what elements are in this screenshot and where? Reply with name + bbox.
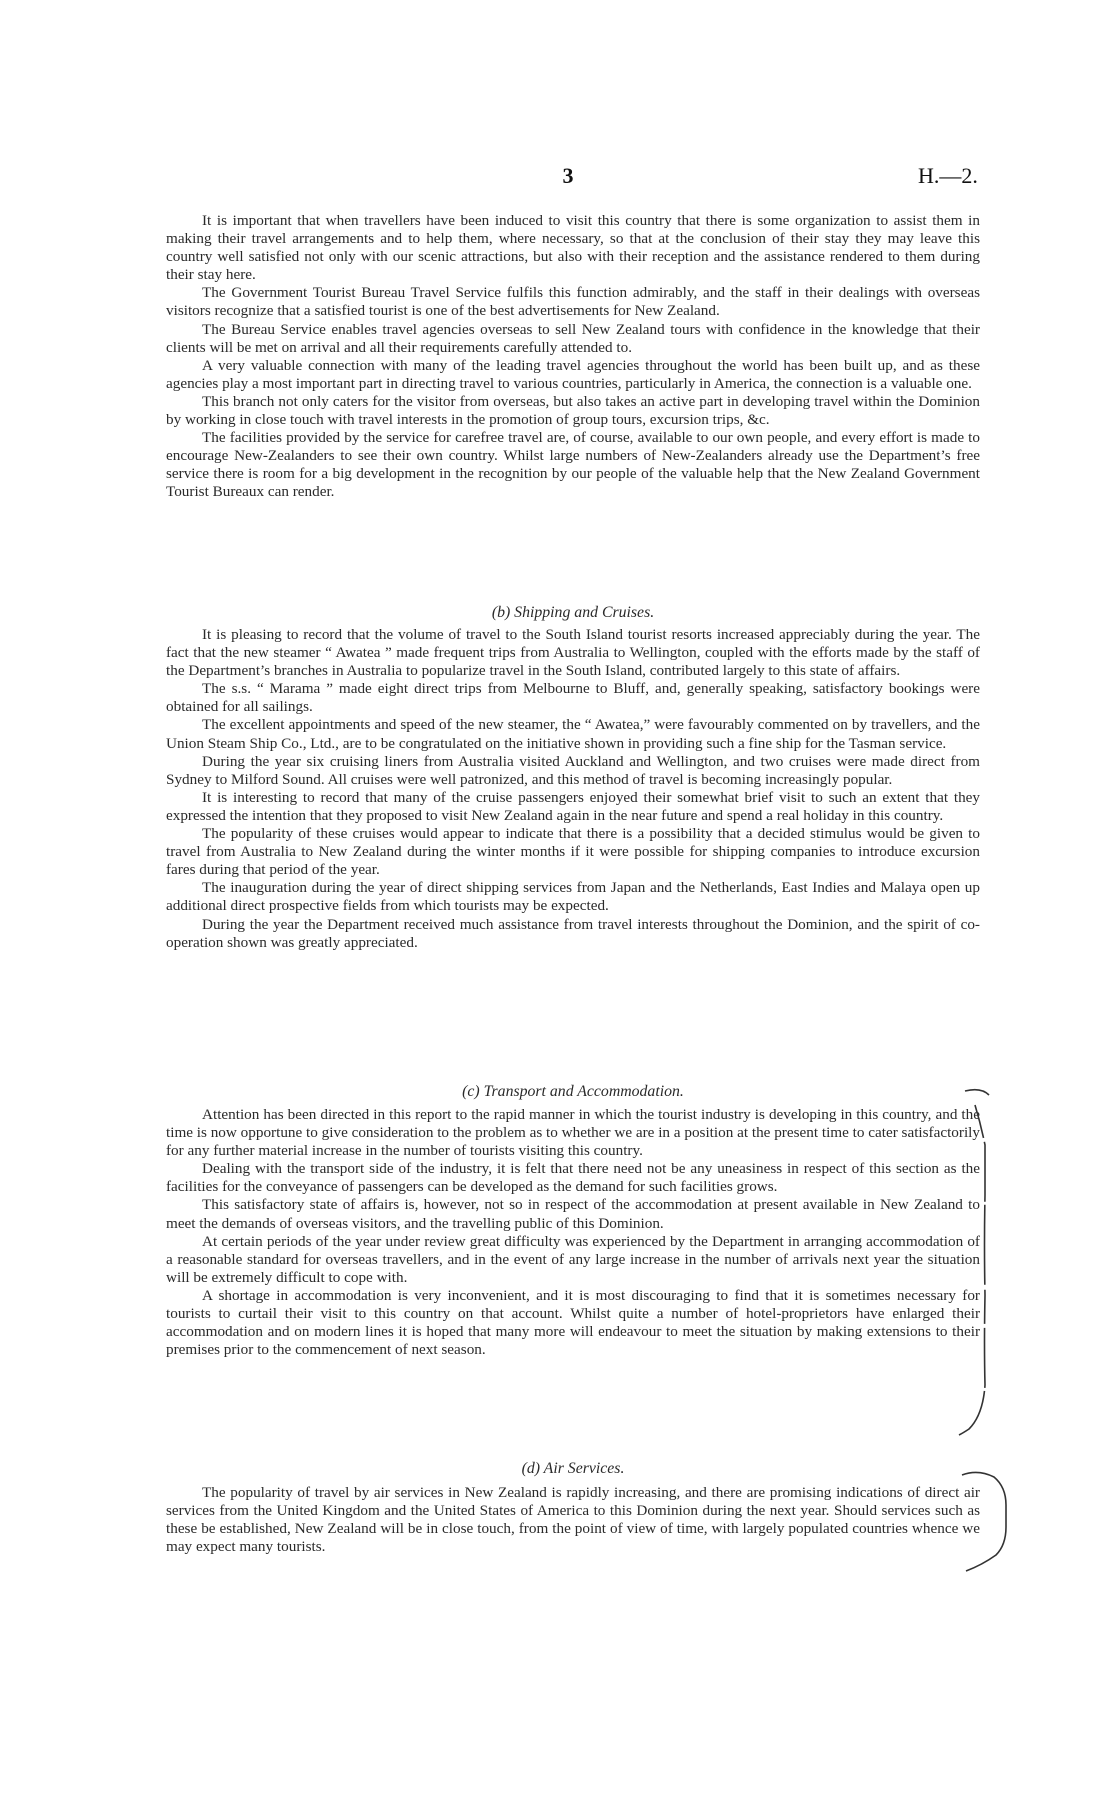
- paragraph: It is interesting to record that many of the cruise passengers enjoyed their somewhat brief visit to such an extent that they expressed the intention that they proposed to visit New Zealand again in the near future and spend a real holiday in this country.: [166, 788, 980, 824]
- section-d-body: [166, 1484, 980, 1556]
- paragraph: At certain periods of the year under review great difficulty was experienced by the Department in arranging accommodation of a reasonable standard for overseas travellers, and in the event of any large increase in the number of arrivals next year the situation will be extremely difficult to cope with.: [166, 1232, 980, 1286]
- paragraph: During the year the Department received much assistance from travel interests throughout the Dominion, and the spirit of co-operation shown was greatly appreciated.: [166, 915, 980, 951]
- paragraph: The Bureau Service enables travel agencies overseas to sell New Zealand tours with confidence in the knowledge that their clients will be met on arrival and all their requirements carefully attended to.: [166, 320, 980, 356]
- section-c-heading: (c) Transport and Accommodation.: [462, 1083, 684, 1100]
- paragraph: It is important that when travellers have been induced to visit this country that there is some organization to assist them in making their travel arrangements and to help them, where necessary, so that at the conclusion of their stay they may leave this country well satisfied not only with our scenic attractions, but also with their reception and the assistance rendered to them during their stay here.: [166, 212, 980, 284]
- section-b-heading: (b) Shipping and Cruises.: [491, 604, 655, 621]
- section-b-body: [166, 626, 980, 952]
- paragraph: It is pleasing to record that the volume of travel to the South Island tourist resorts increased appreciably during the year. The fact that the new steamer “ Awatea ” made frequent trips from Australia to Wellington, coupled with the efforts made by the staff of the Department’s branches in Australia to popularize travel in the South Island, contributed largely to this state of affairs.: [166, 626, 980, 680]
- paragraph: A shortage in accommodation is very inconvenient, and it is most discouraging to find that it is sometimes necessary for tourists to curtail their visit to this country on that account. Whilst quite a number of hotel-proprietors have enlarged their accommodation and on modern lines it is hoped that many more will endeavour to meet the situation by making extensions to their premises prior to the commencement of next season.: [166, 1286, 980, 1359]
- paragraph: The s.s. “ Marama ” made eight direct trips from Melbourne to Bluff, and, generally speaking, satisfactory bookings were obtained for all sailings.: [166, 680, 980, 716]
- section-a-body: [166, 212, 980, 502]
- paragraph: The inauguration during the year of direct shipping services from Japan and the Netherlands, East Indies and Malaya open up additional direct prospective fields from which tourists may be expected.: [166, 879, 980, 915]
- paragraph: Attention has been directed in this report to the rapid manner in which the tourist industry is developing in this country, and the time is now opportune to give consideration to the problem as to whether we are in a position at the present time to cater satisfactorily for any further material increase in the number of tourists visiting this country.: [166, 1106, 980, 1160]
- paragraph: A very valuable connection with many of the leading travel agencies throughout the world has been built up, and as these agencies play a most important part in directing travel to various countries, particularly in America, the connection is a valuable one.: [166, 356, 980, 392]
- paragraph: This branch not only caters for the visitor from overseas, but also takes an active part in developing travel within the Dominion by working in close touch with travel interests in the promotion of group tours, excursion trips, &c.: [166, 392, 980, 429]
- paragraph: The Government Tourist Bureau Travel Service fulfils this function admirably, and the staff in their dealings with overseas visitors recognize that a satisfied tourist is one of the best advertisements for New Zealand.: [166, 284, 980, 320]
- margin-bracket-mark: [960, 1465, 1020, 1575]
- page-number: 3: [562, 163, 574, 188]
- paragraph: Dealing with the transport side of the industry, it is felt that there need not be any uneasiness in respect of this section as the facilities for the conveyance of passengers can be developed as the demand for such facilities grows.: [166, 1160, 980, 1196]
- section-c-body: [166, 1106, 980, 1359]
- paragraph: The popularity of these cruises would appear to indicate that there is a possibility that a decided stimulus would be given to travel from Australia to New Zealand during the winter months if it were possible for shipping companies to introduce excursion fares during that period of the year.: [166, 825, 980, 879]
- paragraph: During the year six cruising liners from Australia visited Auckland and Wellington, and two cruises were made direct from Sydney to Milford Sound. All cruises were well patronized, and this method of travel is becoming increasingly popular.: [166, 752, 980, 788]
- document-reference: H.—2.: [918, 163, 978, 188]
- paragraph: The facilities provided by the service for carefree travel are, of course, available to our own people, and every effort is made to encourage New-Zealanders to see their own country. Whilst large numbers of New-Zealanders already use the Department’s free service there is room for a big development in the recognition by our people of the valuable help that the New Zealand Government Tourist Bureaux can render.: [166, 429, 980, 501]
- section-d-heading: (d) Air Services.: [521, 1460, 625, 1477]
- paragraph: This satisfactory state of affairs is, however, not so in respect of the accommodation at present available in New Zealand to meet the demands of overseas visitors, and the travelling public of this Dominion.: [166, 1196, 980, 1232]
- paragraph: The popularity of travel by air services in New Zealand is rapidly increasing, and there are promising indications of direct air services from the United Kingdom and the United States of America to this Dominion during the next year. Should services such as these be established, New Zealand will be in close touch, from the point of view of time, with largely populated countries whence we may expect many tourists.: [166, 1484, 980, 1556]
- margin-bracket-mark: [955, 1085, 1015, 1445]
- paragraph: The excellent appointments and speed of the new steamer, the “ Awatea,” were favourably commented on by travellers, and the Union Steam Ship Co., Ltd., are to be congratulated on the initiative shown in providing such a fine ship for the Tasman service.: [166, 716, 980, 752]
